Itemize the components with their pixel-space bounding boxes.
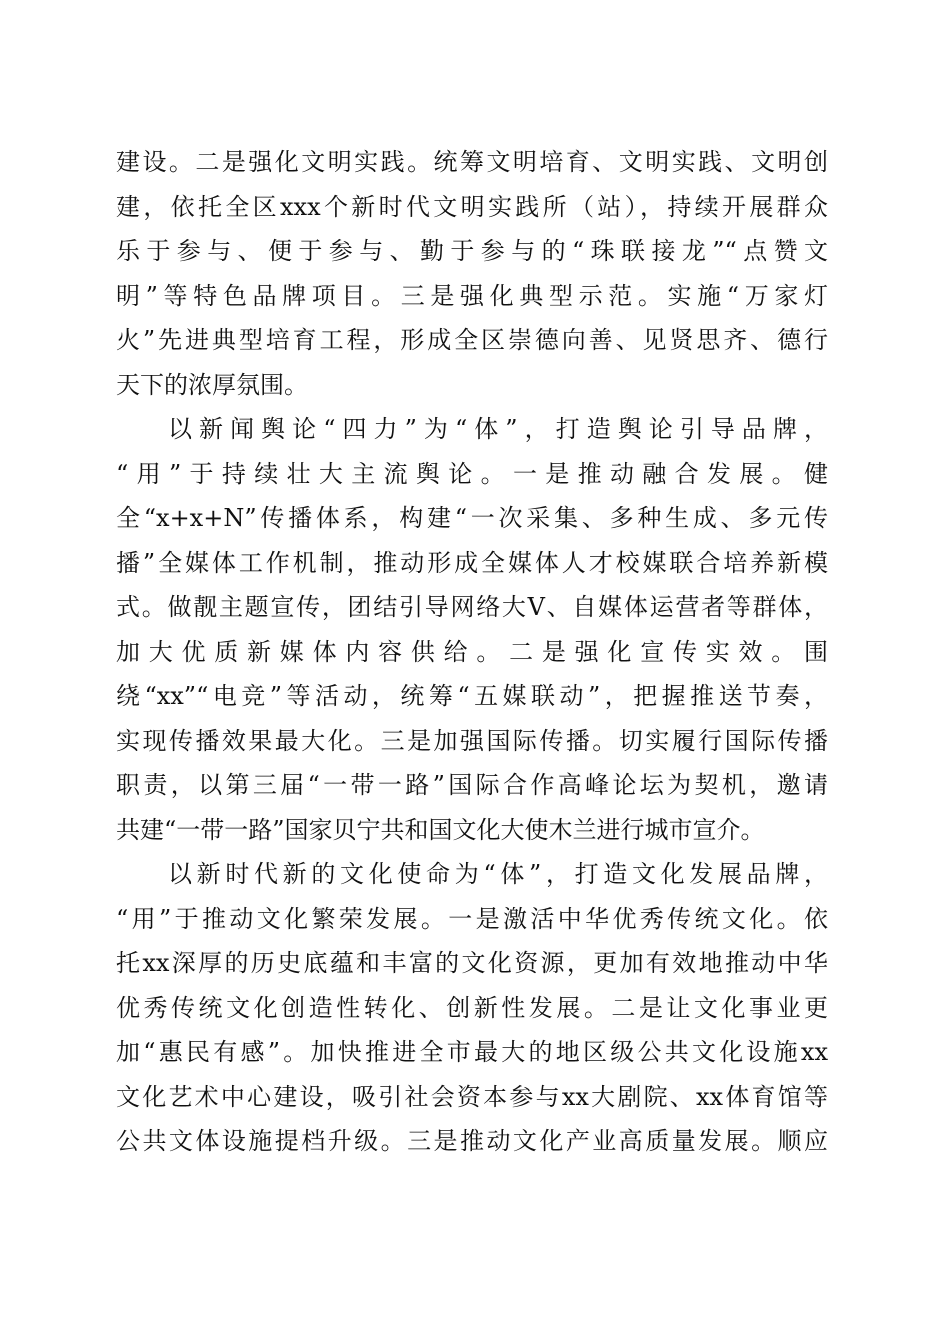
text-line: 建设。二是强化文明实践。统筹文明培育、文明实践、文明创 xyxy=(116,148,828,176)
text-line: 以新时代新的文化使命为“体”，打造文化发展品牌， xyxy=(168,860,828,888)
text-line: 天下的浓厚氛围。 xyxy=(116,370,308,399)
text-line: 职责，以第三届“一带一路”国际合作高峰论坛为契机，邀请 xyxy=(116,771,828,799)
text-line: 火”先进典型培育工程，形成全区崇德向善、见贤思齐、德行 xyxy=(116,326,828,354)
text-line: 加“惠民有感”。加快推进全市最大的地区级公共文化设施xx xyxy=(116,1038,828,1066)
text-line: 以新闻舆论“四力”为“体”，打造舆论引导品牌， xyxy=(168,415,828,443)
text-line: 建，依托全区xxx个新时代文明实践所（站），持续开展群众 xyxy=(116,192,828,221)
text-line: 乐于参与、便于参与、勤于参与的“珠联接龙”“点赞文 xyxy=(116,237,828,265)
text-line: 加大优质新媒体内容供给。二是强化宣传实效。围 xyxy=(116,637,828,666)
text-line: 托xx深厚的历史底蕴和丰富的文化资源，更加有效地推动中华 xyxy=(116,949,828,977)
text-line: “用”于持续壮大主流舆论。一是推动融合发展。健 xyxy=(116,459,828,488)
text-line: 优秀传统文化创造性转化、创新性发展。二是让文化事业更 xyxy=(116,993,828,1022)
paragraph-civilization-practice xyxy=(116,140,828,407)
text-line: 明”等特色品牌项目。三是强化典型示范。实施“万家灯 xyxy=(116,281,828,310)
text-line: 公共文体设施提档升级。三是推动文化产业高质量发展。顺应 xyxy=(116,1127,828,1155)
text-line: 实现传播效果最大化。三是加强国际传播。切实履行国际传播 xyxy=(116,726,828,755)
paragraph-public-opinion xyxy=(116,407,828,852)
text-line: 全“x+x+N”传播体系，构建“一次采集、多种生成、多元传 xyxy=(116,504,828,532)
text-line: 文化艺术中心建设，吸引社会资本参与xx大剧院、xx体育馆等 xyxy=(116,1082,828,1111)
text-line: 播”全媒体工作机制，推动形成全媒体人才校媒联合培养新模 xyxy=(116,548,828,577)
text-line: 式。做靓主题宣传，团结引导网络大V、自媒体运营者等群体， xyxy=(116,593,828,621)
paragraph-cultural-development xyxy=(116,852,828,1164)
text-line: “用”于推动文化繁荣发展。一是激活中华优秀传统文化。依 xyxy=(116,904,828,933)
text-line: 共建“一带一路”国家贝宁共和国文化大使木兰进行城市宣介。 xyxy=(116,815,765,844)
text-line: 绕“xx”“电竞”等活动，统筹“五媒联动”，把握推送节奏， xyxy=(116,682,828,710)
document-body xyxy=(116,140,828,1164)
